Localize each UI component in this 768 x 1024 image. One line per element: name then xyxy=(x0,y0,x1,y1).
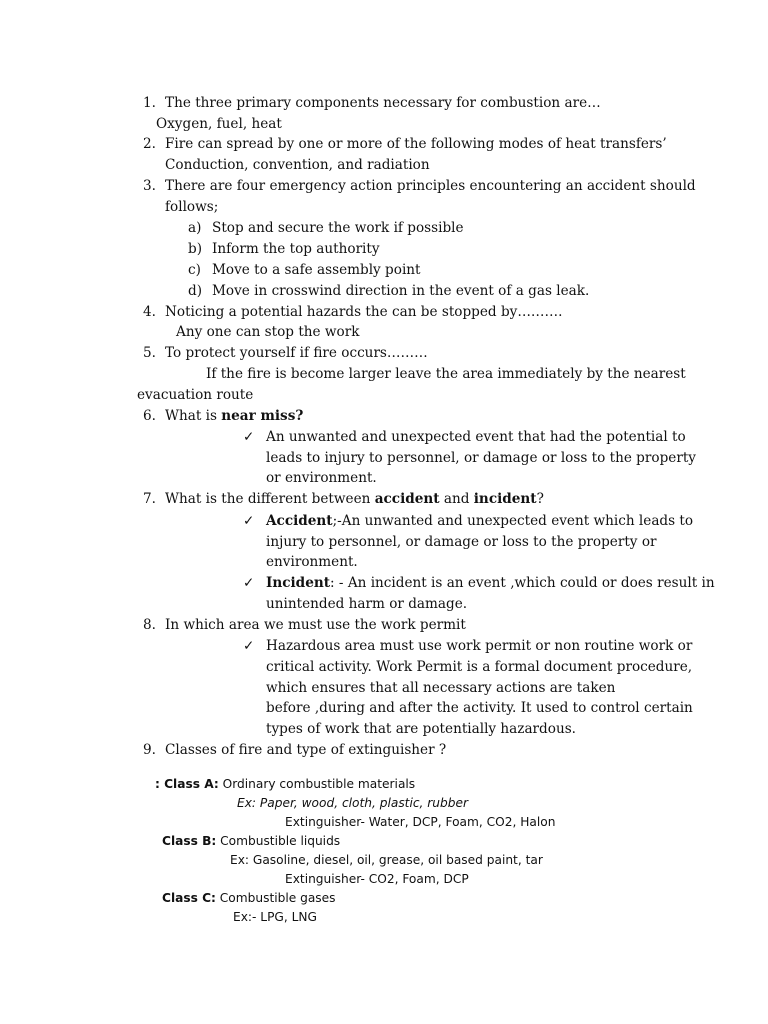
question-5: To protect yourself if fire occurs……… xyxy=(165,345,428,361)
item-number: 6. xyxy=(143,408,156,424)
class-a-line: : Class A: Ordinary combustible materials xyxy=(155,777,416,791)
item-number: 3. xyxy=(143,178,156,194)
answer-2: Conduction, convention, and radiation xyxy=(165,157,430,173)
check-icon: ✓ xyxy=(243,575,255,591)
answer-6-line-1: An unwanted and unexpected event that had the potential to xyxy=(266,429,686,445)
sub-item-letter: b) xyxy=(188,241,203,257)
item-number: 8. xyxy=(143,617,156,633)
sub-item-text: Inform the top authority xyxy=(212,241,380,257)
sub-item-text: Stop and secure the work if possible xyxy=(212,220,464,236)
answer-8-line-5: types of work that are potentially hazardous. xyxy=(266,721,576,737)
question-1: The three primary components necessary for combustion are… xyxy=(165,95,601,111)
class-c-line: Class C: Combustible gases xyxy=(162,891,336,905)
class-a-extinguisher: Extinguisher- Water, DCP, Foam, CO2, Halon xyxy=(285,815,556,829)
check-icon: ✓ xyxy=(243,638,255,654)
class-b-examples: Ex: Gasoline, diesel, oil, grease, oil based paint, tar xyxy=(230,853,543,867)
answer-8-line-3: which ensures that all necessary actions are taken xyxy=(266,680,616,696)
accident-definition-line-3: environment. xyxy=(266,554,358,570)
class-b-extinguisher: Extinguisher- CO2, Foam, DCP xyxy=(285,872,469,886)
class-a-examples: Ex: Paper, wood, cloth, plastic, rubber xyxy=(237,796,469,810)
answer-8-line-4: before ,during and after the activity. It used to control certain xyxy=(266,700,693,716)
item-number: 2. xyxy=(143,136,156,152)
incident-definition-line-2: unintended harm or damage. xyxy=(266,596,468,612)
item-number: 7. xyxy=(143,491,156,507)
item-number: 4. xyxy=(143,304,156,320)
sub-item-letter: c) xyxy=(188,262,201,278)
question-2: Fire can spread by one or more of the following modes of heat transfers’ xyxy=(165,136,667,152)
sub-item-text: Move to a safe assembly point xyxy=(212,262,421,278)
answer-6-line-2: leads to injury to personnel, or damage or loss to the property xyxy=(266,450,696,466)
question-3-line-2: follows; xyxy=(165,199,219,215)
answer-8-line-2: critical activity. Work Permit is a formal document procedure, xyxy=(266,659,693,675)
check-icon: ✓ xyxy=(243,513,255,529)
sub-item-letter: a) xyxy=(188,220,202,236)
accident-definition-line-2: injury to personnel, or damage or loss to the property or xyxy=(266,534,657,550)
sub-item-letter: d) xyxy=(188,283,203,299)
item-number: 1. xyxy=(143,95,156,111)
accident-definition-line-1: Accident;-An unwanted and unexpected event which leads to xyxy=(266,513,694,529)
answer-4: Any one can stop the work xyxy=(176,324,360,340)
incident-definition-line-1: Incident: - An incident is an event ,which could or does result in xyxy=(266,575,715,591)
class-b-line: Class B: Combustible liquids xyxy=(162,834,341,848)
question-3-line-1: There are four emergency action principles encountering an accident should xyxy=(165,178,696,194)
check-icon: ✓ xyxy=(243,429,255,445)
answer-6-line-3: or environment. xyxy=(266,470,377,486)
answer-5-line-2: evacuation route xyxy=(137,387,254,403)
item-number: 9. xyxy=(143,742,156,758)
question-7: What is the different between accident and incident? xyxy=(165,491,544,507)
item-number: 5. xyxy=(143,345,156,361)
answer-1: Oxygen, fuel, heat xyxy=(156,116,282,132)
answer-8-line-1: Hazardous area must use work permit or non routine work or xyxy=(266,638,693,654)
sub-item-text: Move in crosswind direction in the event of a gas leak. xyxy=(212,283,590,299)
class-c-examples: Ex:- LPG, LNG xyxy=(233,910,317,924)
question-4: Noticing a potential hazards the can be stopped by………. xyxy=(165,304,563,320)
question-9: Classes of fire and type of extinguisher ? xyxy=(165,742,447,758)
answer-5-line-1: If the fire is become larger leave the area immediately by the nearest xyxy=(206,366,686,382)
question-8: In which area we must use the work permit xyxy=(165,617,466,633)
question-6: What is near miss? xyxy=(165,408,304,424)
